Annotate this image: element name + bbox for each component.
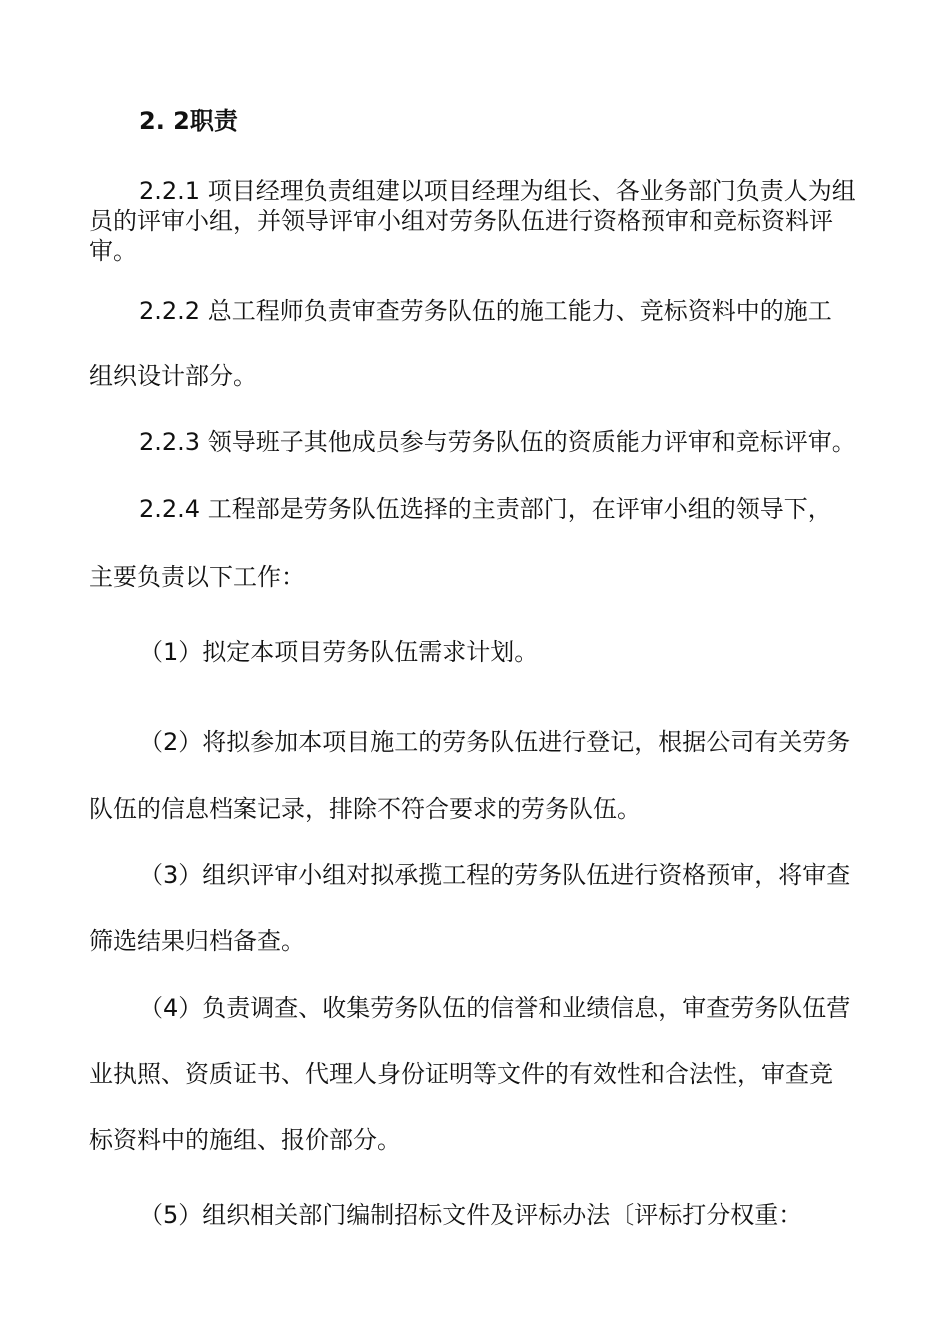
list-item-continuation: 业执照、资质证书、代理人身份证明等文件的有效性和合法性，审查竞 (89, 1060, 833, 1088)
list-item-continuation: 筛选结果归档备查。 (89, 927, 305, 955)
paragraph-line: 2.2.1 项目经理负责组建以项目经理为组长、各业务部门负责人为组 (139, 177, 856, 205)
list-item-continuation: 队伍的信息档案记录，排除不符合要求的劳务队伍。 (89, 795, 641, 823)
paragraph-line: 2.2.3 领导班子其他成员参与劳务队伍的资质能力评审和竞标评审。 (139, 428, 856, 456)
list-item: （4）负责调查、收集劳务队伍的信誉和业绩信息，审查劳务队伍营 (139, 994, 851, 1022)
list-item: （3）组织评审小组对拟承揽工程的劳务队伍进行资格预审，将审查 (139, 861, 851, 889)
paragraph-line: 主要负责以下工作： (89, 563, 305, 591)
list-item-continuation: 标资料中的施组、报价部分。 (89, 1126, 401, 1154)
paragraph-line: 2.2.2 总工程师负责审查劳务队伍的施工能力、竞标资料中的施工 (139, 297, 832, 325)
list-item: （1）拟定本项目劳务队伍需求计划。 (139, 638, 539, 666)
section-heading: 2. 2职责 (139, 107, 238, 135)
paragraph-line: 组织设计部分。 (89, 362, 257, 390)
list-item: （5）组织相关部门编制招标文件及评标办法〔评标打分权重： (139, 1201, 803, 1229)
list-item: （2）将拟参加本项目施工的劳务队伍进行登记，根据公司有关劳务 (139, 728, 851, 756)
paragraph-line: 2.2.4 工程部是劳务队伍选择的主责部门，在评审小组的领导下， (139, 495, 832, 523)
paragraph-line: 员的评审小组，并领导评审小组对劳务队伍进行资格预审和竞标资料评 (89, 207, 833, 235)
paragraph-line: 审。 (89, 237, 137, 265)
